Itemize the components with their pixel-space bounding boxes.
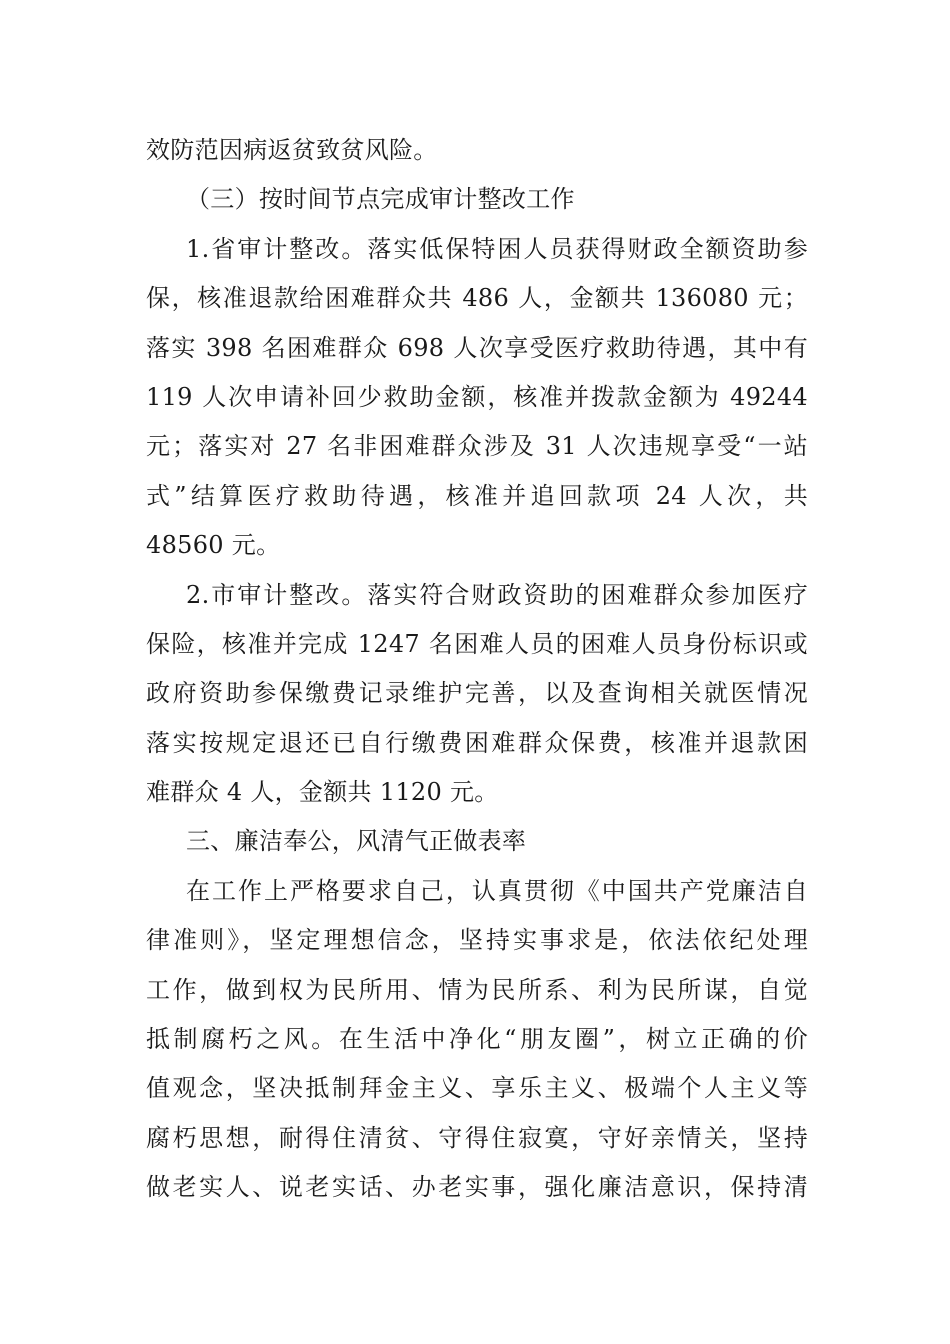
text-line: 律准则》，坚定理想信念，坚持实事求是，依法依纪处理 (146, 926, 808, 955)
text-line: 难群众 4 人，金额共 1120 元。 (146, 778, 499, 807)
text-line: 工作，做到权为民所用、情为民所系、利为民所谋，自觉 (146, 975, 808, 1004)
text-line: 48560 元。 (146, 531, 281, 560)
text-line: 式”结算医疗救助待遇，核准并追回款项 24 人次，共 (146, 481, 808, 510)
text-line: 落实按规定退还已自行缴费困难群众保费，核准并退款困 (146, 728, 808, 757)
document-body (146, 126, 808, 1213)
text-line: 保险，核准并完成 1247 名困难人员的困难人员身份标识或 (146, 629, 808, 658)
text-line: 抵制腐朽之风。在生活中净化“朋友圈”，树立正确的价 (146, 1025, 808, 1054)
section-heading-integrity: 三、廉洁奉公，风清气正做表率 (186, 827, 527, 856)
section-heading-audit-rectification: （三）按时间节点完成审计整改工作 (186, 185, 575, 214)
text-line: 2.市审计整改。落实符合财政资助的困难群众参加医疗 (186, 580, 808, 609)
text-line: 政府资助参保缴费记录维护完善，以及查询相关就医情况 (146, 679, 808, 708)
text-line: 119 人次申请补回少救助金额，核准并拨款金额为 49244 (146, 382, 808, 411)
text-line: 值观念，坚决抵制拜金主义、享乐主义、极端个人主义等 (146, 1074, 808, 1103)
text-line: 保，核准退款给困难群众共 486 人，金额共 136080 元； (146, 284, 808, 313)
text-line: 元；落实对 27 名非困难群众涉及 31 人次违规享受“一站 (146, 432, 808, 461)
text-line: 在工作上严格要求自己，认真贯彻《中国共产党廉洁自 (186, 876, 808, 905)
text-line: 腐朽思想，耐得住清贫、守得住寂寞，守好亲情关，坚持 (146, 1123, 808, 1152)
text-line: 效防范因病返贫致贫风险。 (146, 136, 438, 164)
text-line: 做老实人、说老实话、办老实事，强化廉洁意识，保持清 (146, 1173, 808, 1202)
text-line: 1.省审计整改。落实低保特困人员获得财政全额资助参 (186, 234, 808, 263)
text-line: 落实 398 名困难群众 698 人次享受医疗救助待遇，其中有 (146, 333, 808, 362)
